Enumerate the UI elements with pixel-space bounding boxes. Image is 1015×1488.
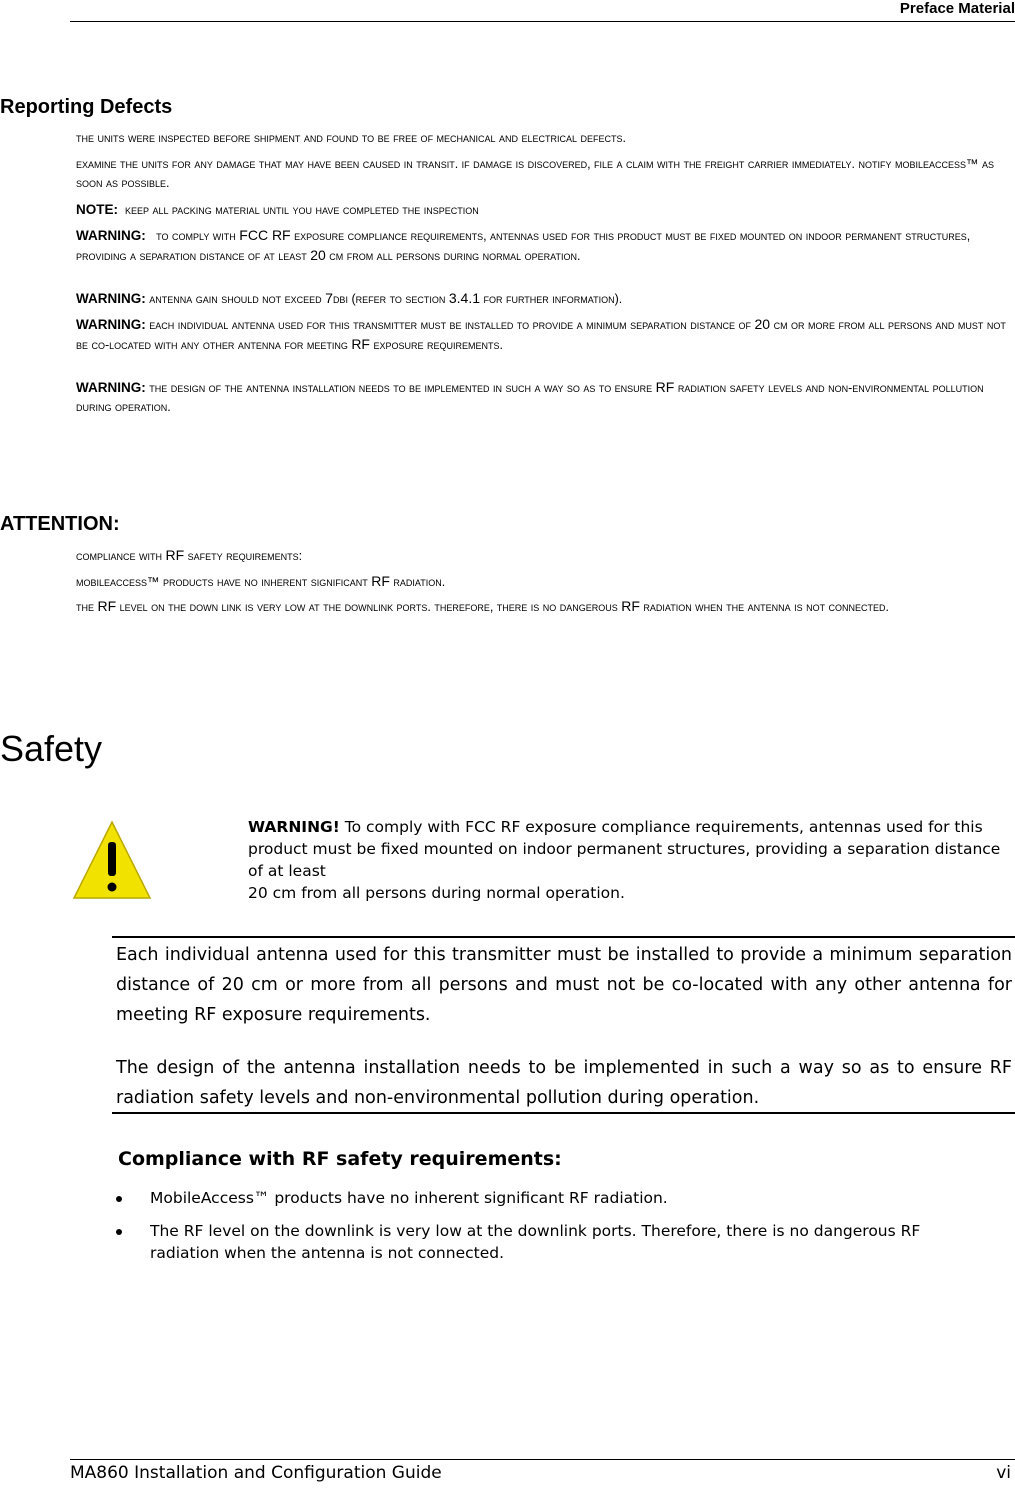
- warning-1-fcc: FCC RF: [239, 227, 291, 243]
- safety-warning: [248, 816, 1010, 904]
- warning-4-rf: RF: [655, 379, 675, 395]
- attention-2-text: mobileaccess™ products have no inherent significant: [76, 575, 368, 589]
- warning-1: [76, 226, 1009, 266]
- warning-2-label: WARNING:: [76, 291, 146, 306]
- attention-3-rf-1: RF: [97, 598, 117, 614]
- safety-title: Safety: [0, 728, 103, 769]
- page-footer: [70, 1459, 1015, 1488]
- reporting-note: [76, 200, 1009, 220]
- warning-2-num: 7: [325, 290, 333, 306]
- attention-3-text-c: radiation when the antenna is not connected.: [643, 600, 890, 614]
- attention-3-text: the: [76, 600, 94, 614]
- attention-3-text-b: level on the down link is very low at the downlink ports. therefore, there is no dangerous: [119, 600, 618, 614]
- page-header: [70, 0, 1015, 22]
- warning-3-label: WARNING:: [76, 317, 146, 332]
- reporting-heading: Reporting Defects: [0, 96, 173, 118]
- warning-4-label: WARNING:: [76, 380, 146, 395]
- bullet-icon: [116, 1229, 122, 1235]
- attention-2-text-b: radiation.: [393, 575, 446, 589]
- safety-warning-line-2: 20 cm from all persons during normal operation.: [248, 884, 625, 902]
- attention-2-rf: RF: [371, 573, 390, 589]
- warning-2: [76, 289, 1009, 309]
- warning-1-text-c: cm from all persons during normal operation.: [329, 249, 581, 263]
- bullet-icon: [116, 1196, 122, 1202]
- list-item-text: MobileAccess™ products have no inherent significant RF radiation.: [150, 1189, 668, 1207]
- reporting-p1: the units were inspected before shipment and found to be free of mechanical and electrical defects.: [76, 131, 626, 145]
- warning-3-num: 20: [754, 316, 771, 332]
- warning-1-text-b: exposure compliance requirements, antennas used for this product must be fixed mounted on indoor permanent structures, providing a separation distance of at least: [76, 229, 971, 263]
- warning-2-unit: dbi: [332, 292, 348, 306]
- list-item-text: The RF level on the downlink is very low at the downlink ports. Therefore, there is no dangerous RF radiation when the antenna is not connected.: [150, 1222, 921, 1262]
- footer-page-number: vi: [996, 1463, 1011, 1483]
- compliance-heading: Compliance with RF safety requirements:: [118, 1148, 562, 1170]
- warning-3-rf: RF: [351, 336, 370, 352]
- warning-2-section: 3.4.1: [448, 290, 481, 306]
- note-text: keep all packing material until you have completed the inspection: [124, 203, 479, 217]
- divider-top: [112, 936, 1015, 938]
- attention-1-text-b: safety requirements:: [187, 549, 303, 563]
- safety-warning-label: WARNING!: [248, 818, 340, 836]
- warning-2-text-b: (refer to section: [351, 292, 446, 306]
- divider-bottom: [112, 1112, 1015, 1114]
- list-item: [150, 1187, 990, 1209]
- attention-line-2: [76, 572, 1009, 592]
- warning-3: [76, 315, 1009, 355]
- attention-1-text: compliance with: [76, 549, 162, 563]
- footer-guide-title: MA860 Installation and Configuration Guide: [70, 1463, 442, 1483]
- warning-1-num: 20: [310, 247, 326, 263]
- safety-paragraph-1: Each individual antenna used for this transmitter must be installed to provide a minimum separation distance of 20 cm or more from all persons and must not be co-located with any other antenna for meeting RF exposure requirements.: [116, 945, 1012, 1025]
- attention-line-3: [76, 597, 1009, 617]
- warning-1-text: to comply with: [156, 229, 236, 243]
- attention-heading: ATTENTION:: [0, 513, 120, 535]
- warning-2-text: antenna gain should not exceed: [149, 292, 322, 306]
- list-item: [150, 1220, 990, 1264]
- note-label: NOTE:: [76, 202, 118, 217]
- attention-3-rf-2: RF: [621, 598, 640, 614]
- warning-1-label: WARNING:: [76, 228, 146, 243]
- warning-4: [76, 378, 1009, 417]
- warning-2-text-c: for further information).: [483, 292, 623, 306]
- reporting-p2: examine the units for any damage that may have been caused in transit. if damage is discovered, file a claim with the freight carrier immediately. notify mobileaccess™ as soon as possible.: [76, 157, 994, 190]
- attention-1-rf: RF: [165, 547, 185, 563]
- warning-triangle-icon: [72, 820, 152, 900]
- warning-3-text: each individual antenna used for this transmitter must be installed to provide a minimum separation distance of: [149, 318, 752, 332]
- safety-warning-line-1: To comply with FCC RF exposure compliance requirements, antennas used for this product must be fixed mounted on indoor permanent structures, providing a separation distance of at least: [248, 818, 1001, 880]
- warning-3-text-b: cm or more from all persons and must not be co-located with any other antenna for meeting: [76, 318, 1006, 352]
- header-title: Preface Material: [899, 0, 1015, 17]
- safety-paragraph-2: The design of the antenna installation needs to be implemented in such a way so as to ensure RF radiation safety levels and non-environmental pollution during operation.: [116, 1058, 1012, 1108]
- attention-line-1: [76, 546, 1009, 566]
- warning-4-text: the design of the antenna installation needs to be implemented in such a way so as to ensure: [149, 381, 653, 395]
- warning-3-text-c: exposure requirements.: [373, 338, 503, 352]
- warning-4-text-b: radiation safety levels and non-environmental pollution during operation.: [76, 381, 984, 414]
